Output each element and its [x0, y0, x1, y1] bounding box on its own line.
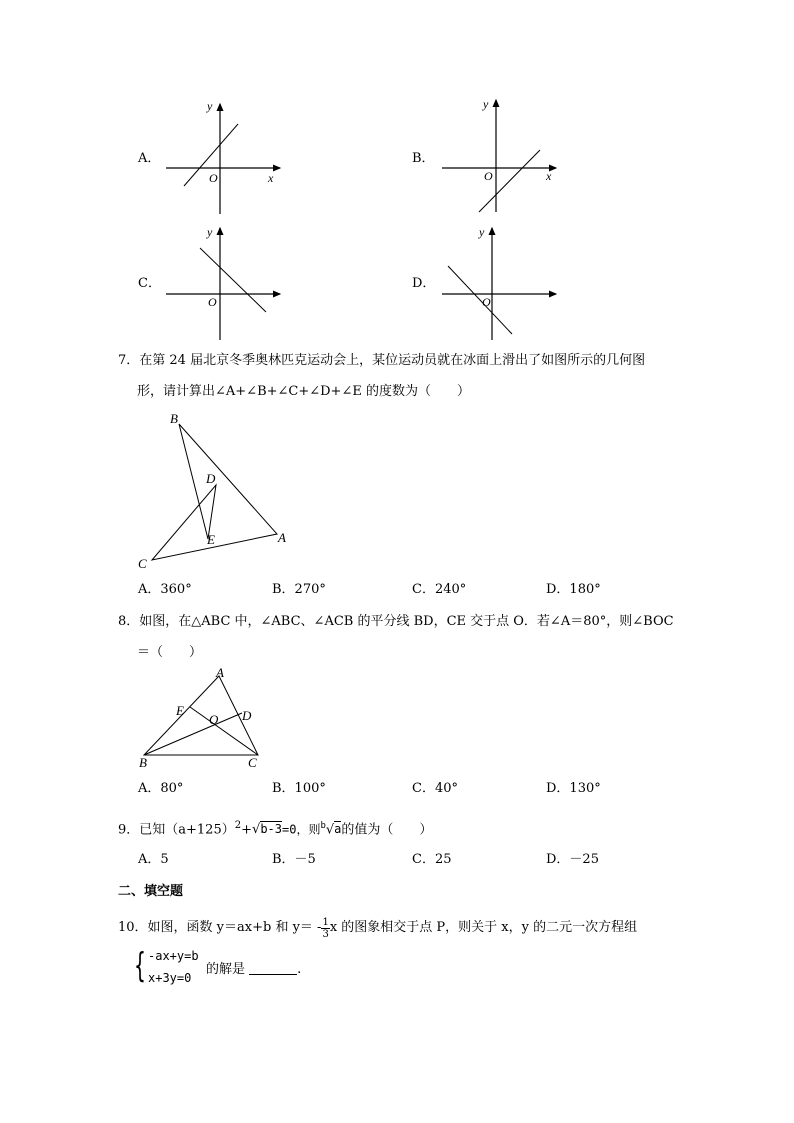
- origin-label: O: [208, 295, 217, 309]
- label-C: C: [248, 755, 257, 770]
- q10-frac-num: 1: [322, 916, 329, 928]
- q9-option-c[interactable]: C．25: [412, 852, 452, 867]
- q10-part1: 10．如图，函数 y＝ax+b 和 y＝ -: [118, 920, 322, 935]
- system-brace: {: [134, 946, 146, 986]
- function-line: [448, 266, 512, 334]
- q6-option-a-label[interactable]: A．: [138, 151, 161, 166]
- origin-label: O: [209, 171, 218, 185]
- origin-label: O: [482, 295, 491, 309]
- x-label: x: [546, 169, 552, 183]
- q10-part2: x 的图象相交于点 P，则关于 x，y 的二元一次方程组: [329, 920, 638, 935]
- q8-stem-line1: 8．如图，在△ABC 中，∠ABC、∠ACB 的平分线 BD，CE 交于点 O．若∠A＝80°，则∠BOC: [118, 614, 674, 629]
- q10-eq2: x+3y=0: [148, 971, 192, 985]
- q8-figure: [130, 666, 270, 772]
- label-A: A: [278, 530, 286, 545]
- q10-end: .: [297, 962, 302, 977]
- label-C: C: [138, 556, 147, 571]
- y-label: y: [479, 225, 485, 239]
- label-D: D: [242, 708, 252, 723]
- q9-radicand: b-3: [260, 822, 282, 837]
- y-label: y: [207, 99, 213, 113]
- q10-answer-blank[interactable]: [249, 962, 297, 975]
- y-label: y: [207, 225, 213, 239]
- q9-suffix: 的值为（ ）: [341, 822, 433, 838]
- q9-root-arg: a: [334, 822, 342, 837]
- q6-graph-a: [160, 96, 290, 218]
- q9-stem: [118, 818, 432, 838]
- x-label: x: [268, 171, 274, 185]
- label-E: E: [207, 532, 215, 547]
- q7-option-a[interactable]: A．360°: [138, 582, 192, 597]
- q7-option-d[interactable]: D．180°: [546, 582, 601, 597]
- q6-graph-c: [160, 222, 290, 344]
- q8-option-a[interactable]: A．80°: [138, 781, 184, 796]
- bisector-BD: [144, 713, 242, 755]
- label-D: D: [206, 471, 216, 486]
- label-B: B: [170, 411, 178, 426]
- q9-eq: =0，则: [282, 822, 321, 837]
- q8-stem-line2: ＝（ ）: [137, 645, 203, 660]
- q8-option-c[interactable]: C．40°: [412, 781, 458, 796]
- q6-graph-b: [436, 92, 566, 216]
- q9-nth-root: $^b$√a: [320, 821, 342, 838]
- q10-answer-line: [206, 962, 301, 978]
- q10-fraction: [321, 917, 329, 940]
- q9-option-a[interactable]: A．5: [138, 852, 169, 867]
- q10-stem: [118, 912, 637, 944]
- label-B: B: [139, 755, 147, 770]
- q6-option-d-label[interactable]: D．: [412, 276, 436, 291]
- q9-root-index: b: [320, 821, 326, 831]
- section-2-title: 二、填空题: [118, 884, 184, 899]
- q10-after: 的解是: [206, 962, 246, 977]
- q8-option-d[interactable]: D．130°: [546, 781, 601, 796]
- q6-graph-d: [436, 222, 566, 344]
- q9-prefix: 9．已知（a+125）: [118, 822, 235, 838]
- q8-option-b[interactable]: B．100°: [272, 781, 326, 796]
- label-E: E: [176, 703, 184, 718]
- q6-option-c-label[interactable]: C．: [138, 276, 161, 291]
- q7-option-b[interactable]: B．270°: [272, 582, 326, 597]
- q9-exponent: 2: [234, 820, 242, 831]
- q7-stem-line2: 形，请计算出∠A+∠B+∠C+∠D+∠E 的度数为（ ）: [137, 384, 470, 399]
- q10-frac-den: 3: [322, 928, 329, 940]
- q9-option-b[interactable]: B．－5: [272, 852, 316, 867]
- q9-sqrt: √b-3: [252, 822, 282, 838]
- label-A: A: [216, 666, 224, 680]
- q7-stem-line1: 7．在第 24 届北京冬季奥林匹克运动会上，某位运动员就在冰面上滑出了如图所示的几何图: [118, 353, 646, 368]
- q6-option-b-label[interactable]: B．: [412, 151, 435, 166]
- label-O: O: [209, 712, 219, 727]
- q9-option-d[interactable]: D．－25: [546, 852, 599, 867]
- y-label: y: [483, 97, 489, 111]
- q10-eq1: -ax+y=b: [148, 949, 199, 963]
- q9-plus: +: [241, 822, 253, 838]
- q7-option-c[interactable]: C．240°: [412, 582, 467, 597]
- origin-label: O: [484, 169, 493, 183]
- q7-figure: [130, 408, 300, 574]
